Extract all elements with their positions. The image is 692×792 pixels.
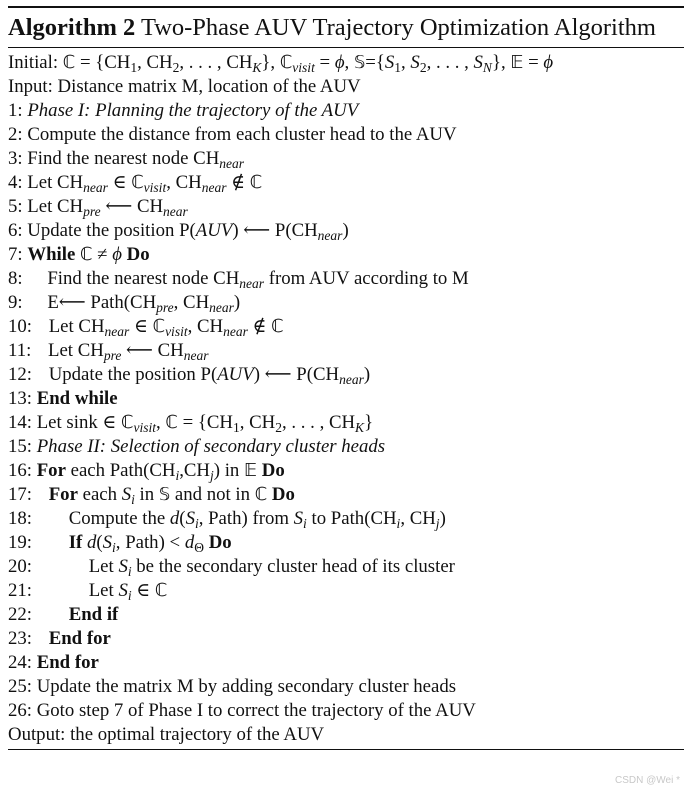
line-11: 11: Let $CH_{pre}$ ⟵ $CH_{near}$: [8, 340, 209, 363]
line-22: 22: End if: [8, 604, 119, 625]
algorithm-title: [8, 8, 684, 43]
algorithm-box: [8, 6, 684, 750]
line-7: 7: While ℂ ≠ ϕ Do: [8, 244, 150, 265]
line-21: 21: Let $S_i$ ∈ ℂ: [8, 580, 168, 603]
line-16: 16: For each $Path(CH_i,CH_j)$ in 𝔼 Do: [8, 460, 285, 483]
watermark: CSDN @Wei *: [615, 775, 680, 786]
algorithm-body: [8, 48, 684, 749]
line-24: 24: End for: [8, 652, 99, 673]
line-23: 23: End for: [8, 628, 111, 649]
line-14: 14: Let sink ∈ ℂ$_{visit}$, ℂ = {$CH_1$, $CH_2$, . . . , $CH_K$}: [8, 412, 374, 435]
line-8: 8: Find the nearest node $CH_{near}$ from AUV according to M: [8, 268, 469, 291]
bottom-rule: [8, 749, 684, 750]
line-5: 5: Let $CH_{pre}$ ⟵ $CH_{near}$: [8, 196, 188, 219]
algorithm-label: Algorithm 2: [8, 14, 136, 41]
line-6: 6: Update the position P(AUV) ⟵ $P(CH_{near})$: [8, 220, 349, 243]
line-3: 3: Find the nearest node $CH_{near}$: [8, 148, 245, 171]
line-15: 15: Phase II: Selection of secondary cluster heads: [8, 436, 386, 457]
line-18: 18: Compute the $d(S_i$, Path) from $S_i$ to $Path(CH_i$, $CH_j$): [8, 508, 446, 531]
line-2: 2: Compute the distance from each cluster head to the AUV: [8, 124, 457, 145]
line-20: 20: Let $S_i$ be the secondary cluster head of its cluster: [8, 556, 455, 579]
algorithm-name: Two-Phase AUV Trajectory Optimization Algorithm: [140, 14, 656, 41]
initial-line: Initial: ℂ = {$CH_1$, $CH_2$, . . . , $CH_K$}, ℂ$_{visit}$ = ϕ, $𝕊=\{S_1$, $S_2$, . . . , $S_N$}, 𝔼 = ϕ: [8, 52, 554, 75]
line-17: 17: For each $S_i$ in 𝕊 and not in ℂ Do: [8, 484, 295, 507]
line-9: 9: E⟵ $Path(CH_{pre}$, $CH_{near}$): [8, 292, 241, 315]
input-line: Input: Distance matrix M, location of the AUV: [8, 76, 361, 97]
line-26: 26: Goto step 7 of Phase I to correct the trajectory of the AUV: [8, 700, 476, 721]
line-25: 25: Update the matrix M by adding secondary cluster heads: [8, 676, 457, 697]
output-line: Output: the optimal trajectory of the AUV: [8, 724, 325, 745]
line-13: 13: End while: [8, 388, 118, 409]
line-10: 10: Let $CH_{near}$ ∈ ℂ$_{visit}$, $CH_{near}$ ∉ ℂ: [8, 316, 284, 339]
line-1: 1: Phase I: Planning the trajectory of the AUV: [8, 100, 359, 121]
line-4: 4: Let $CH_{near}$ ∈ ℂ$_{visit}$, $CH_{near}$ ∉ ℂ: [8, 172, 263, 195]
line-12: 12: Update the position P(AUV) ⟵ $P(CH_{near})$: [8, 364, 371, 387]
line-19: 19: If $d(S_i$, Path) < $d_\Theta$ Do: [8, 532, 232, 555]
